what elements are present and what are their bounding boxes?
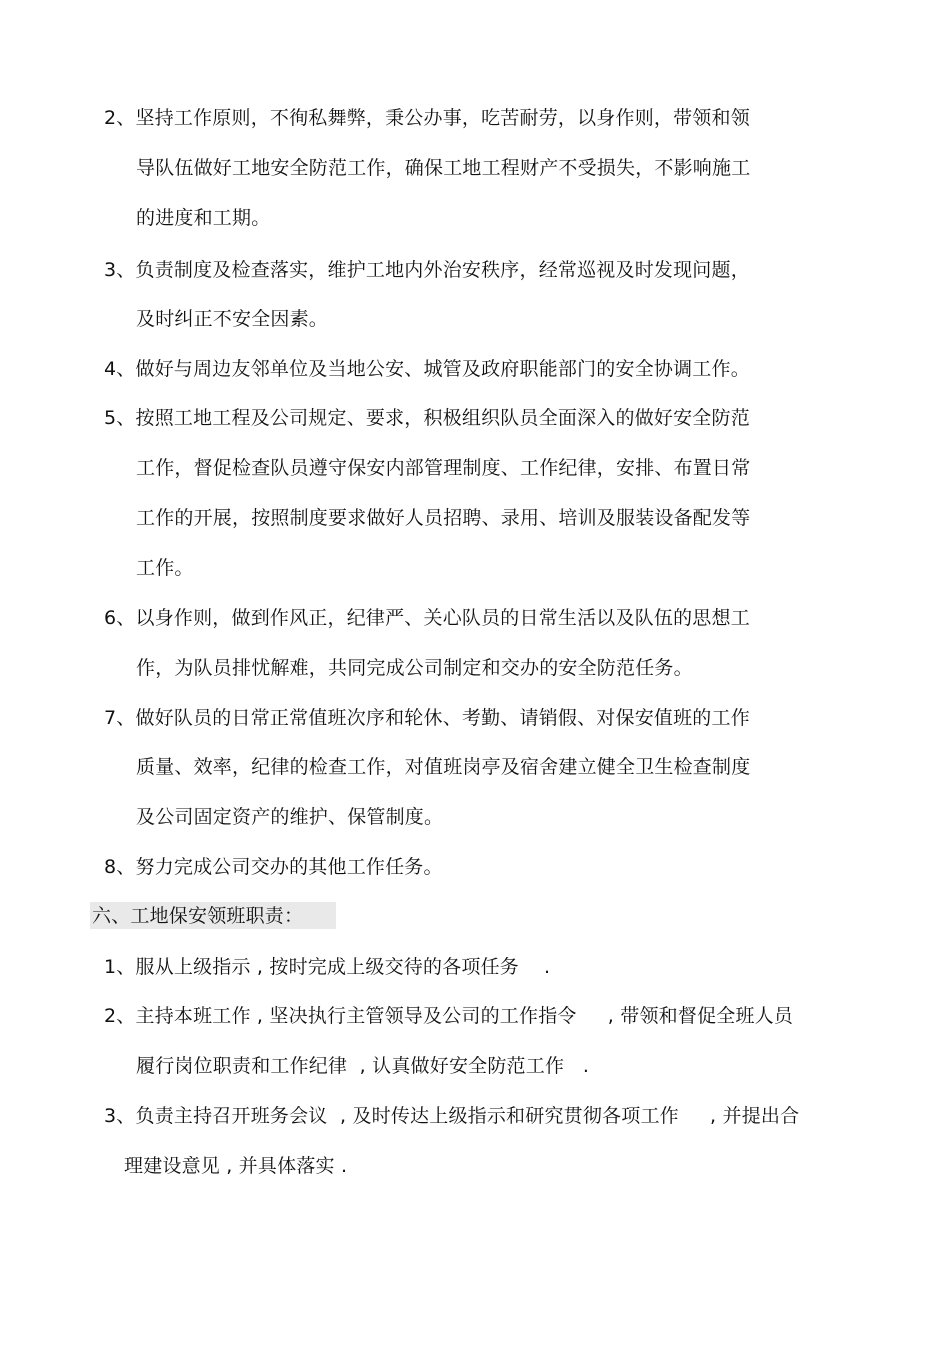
duty-2-line-1: 2、主持本班工作 , 坚决执行主管领导及公司的工作指令 , 带领和督促全班人员 <box>104 1005 794 1027</box>
item-3-line-2: 及时纠正不安全因素。 <box>136 308 329 330</box>
item-4-line-1: 4、做好与周边友邻单位及当地公安、城管及政府职能部门的安全协调工作。 <box>104 358 750 380</box>
item-7-line-2: 质量、效率，纪律的检查工作，对值班岗亭及宿舍建立健全卫生检查制度 <box>136 756 751 778</box>
item-7-line-3: 及公司固定资产的维护、保管制度。 <box>136 806 444 828</box>
item-5-line-2: 工作，督促检查队员遵守保安内部管理制度、工作纪律，安排、布置日常 <box>136 457 751 479</box>
item-2-line-1: 2、坚持工作原则，不徇私舞弊，秉公办事，吃苦耐劳，以身作则，带领和领 <box>104 107 750 129</box>
duty-1-line-1: 1、服从上级指示 , 按时完成上级交待的各项任务 . <box>104 956 551 978</box>
item-5-line-4: 工作。 <box>136 557 194 579</box>
item-6-line-1: 6、以身作则，做到作风正，纪律严、关心队员的日常生活以及队伍的思想工 <box>104 607 750 629</box>
item-8-line-1: 8、努力完成公司交办的其他工作任务。 <box>104 856 443 878</box>
item-5-line-1: 5、按照工地工程及公司规定、要求，积极组织队员全面深入的做好安全防范 <box>104 407 750 429</box>
duty-3-line-2: 理建设意见 , 并具体落实 . <box>124 1155 348 1177</box>
item-2-line-2: 导队伍做好工地安全防范工作，确保工地工程财产不受损失，不影响施工 <box>136 157 751 179</box>
item-5-line-3: 工作的开展，按照制度要求做好人员招聘、录用、培训及服装设备配发等 <box>136 507 751 529</box>
item-3-line-1: 3、负责制度及检查落实，维护工地内外治安秩序，经常巡视及时发现问题， <box>104 259 750 281</box>
item-2-line-3: 的进度和工期。 <box>136 207 271 229</box>
section-6-heading: 六、工地保安领班职责： <box>92 905 304 927</box>
item-7-line-1: 7、做好队员的日常正常值班次序和轮休、考勤、请销假、对保安值班的工作 <box>104 707 750 729</box>
duty-3-line-1: 3、负责主持召开班务会议 , 及时传达上级指示和研究贯彻各项工作 , 并提出合 <box>104 1105 800 1127</box>
duty-2-line-2: 履行岗位职责和工作纪律 , 认真做好安全防范工作 . <box>136 1055 590 1077</box>
item-6-line-2: 作，为队员排忧解难，共同完成公司制定和交办的安全防范任务。 <box>136 657 693 679</box>
